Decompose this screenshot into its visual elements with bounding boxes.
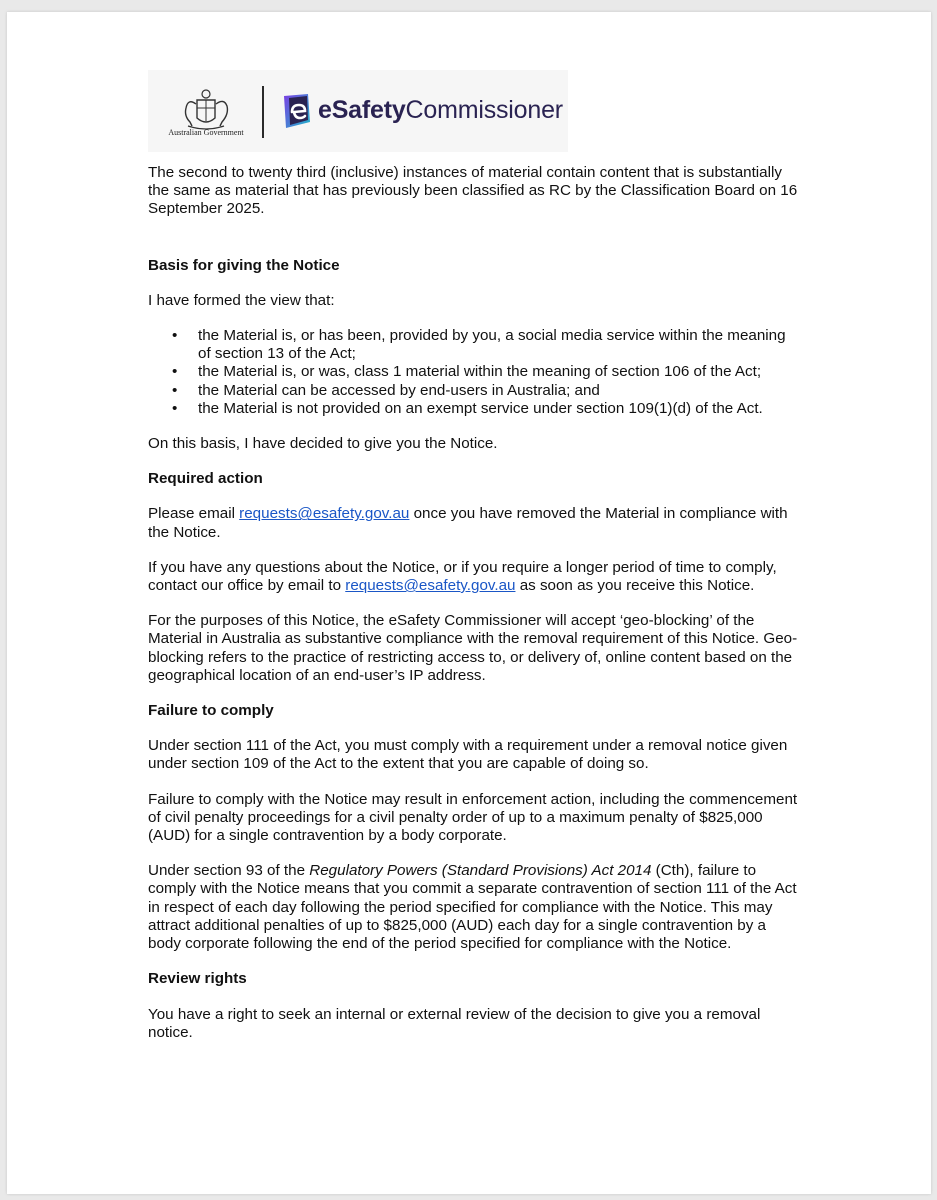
email-link[interactable]: requests@esafety.gov.au bbox=[239, 505, 410, 523]
required-heading: Required action bbox=[148, 470, 263, 488]
failure-paragraph-3 bbox=[148, 862, 798, 953]
failure-p3-before: Under section 93 of the bbox=[148, 862, 310, 880]
list-item: • the Material can be accessed by end-users in Australia; and bbox=[198, 382, 798, 400]
government-label: Australian Government bbox=[168, 128, 244, 137]
required-p2-before: If you have any questions about the Notice, or if you require a longer period of time to comply, contact our office by email to bbox=[148, 558, 777, 595]
brand-name-bold: eSafety bbox=[318, 96, 406, 124]
failure-paragraph-1: Under section 111 of the Act, you must comply with a requirement under a removal notice given under section 109 of the Act to the extent that you are capable of doing so. bbox=[148, 737, 788, 773]
required-p1-before: Please email bbox=[148, 505, 240, 523]
list-item: • the Material is, or has been, provided by you, a social media service within the meaning of section 13 of the Act; bbox=[198, 327, 798, 363]
esafety-logo-icon bbox=[278, 92, 312, 130]
email-link[interactable]: requests@esafety.gov.au bbox=[345, 577, 516, 595]
required-paragraph-1 bbox=[148, 505, 798, 541]
intro-paragraph: The second to twenty third (inclusive) instances of material contain content that is substantially the same as material that has previously been classified as RC by the Classification Board on 16 September 2025. bbox=[148, 164, 798, 218]
failure-paragraph-2: Failure to comply with the Notice may result in enforcement action, including the commencement of civil penalty proceedings for a civil penalty order of up to a maximum penalty of $825,000 (AUD) for a single contravention by a body corporate. bbox=[148, 790, 798, 845]
letterhead-divider bbox=[262, 86, 264, 138]
brand-name bbox=[318, 96, 563, 125]
required-p2-after: as soon as you receive this Notice. bbox=[515, 577, 755, 595]
review-heading: Review rights bbox=[148, 970, 247, 988]
brand-name-rest: Commissioner bbox=[405, 96, 563, 124]
list-item: • the Material is not provided on an exempt service under section 109(1)(d) of the Act. bbox=[198, 400, 798, 418]
failure-p3-after: (Cth), failure to comply with the Notice means that you commit a separate contravention of section 111 of the Act in respect of each day following the period specified for compliance with the Notice. This may attract additional penalties of up to $825,000 (AUD) each day for a single contravention by a body corporate following the end of the period specified for compliance with the Notice. bbox=[148, 862, 797, 953]
failure-heading: Failure to comply bbox=[148, 702, 274, 720]
basis-conclusion: On this basis, I have decided to give you the Notice. bbox=[148, 435, 498, 453]
required-paragraph-2 bbox=[148, 559, 798, 595]
basis-list bbox=[148, 327, 798, 418]
list-item: • the Material is, or was, class 1 material within the meaning of section 106 of the Act; bbox=[198, 363, 798, 381]
act-title: Regulatory Powers (Standard Provisions) Act 2014 bbox=[309, 862, 652, 880]
required-paragraph-3: For the purposes of this Notice, the eSafety Commissioner will accept ‘geo-blocking’ of the Material in Australia as substantive compliance with the removal requirement of this Notice. Geo-blocking refers to the practice of restricting access to, or delivery of, online content based on the geographical location of an end-user’s IP address. bbox=[148, 612, 798, 684]
basis-lead: I have formed the view that: bbox=[148, 291, 335, 309]
required-p1-after: once you have removed the Material in compliance with the Notice. bbox=[148, 505, 788, 541]
review-paragraph: You have a right to seek an internal or external review of the decision to give you a removal notice. bbox=[148, 1005, 761, 1041]
basis-heading: Basis for giving the Notice bbox=[148, 256, 340, 274]
document-page bbox=[7, 12, 931, 1194]
letterhead bbox=[148, 70, 568, 152]
notice-body bbox=[148, 164, 798, 1042]
